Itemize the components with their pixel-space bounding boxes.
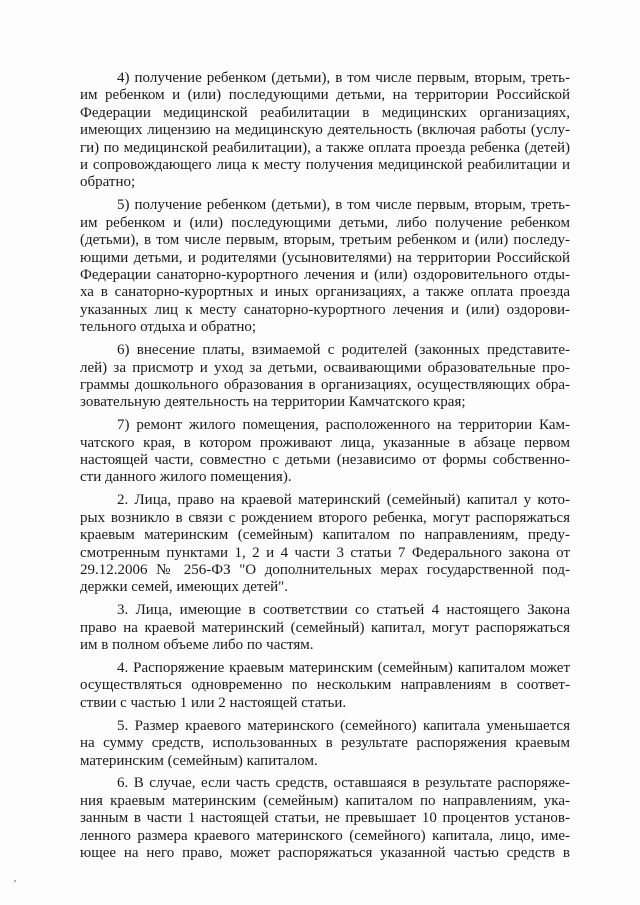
text-line: смотренным пунктами 1, 2 и 4 части 3 статьи 7 Федерального закона от: [80, 544, 570, 561]
text-line: осуществляться одновременно по нескольким направлениям в соответ-: [80, 677, 570, 694]
text-line: 6) внесение платы, взимаемой с родителей (законных представите-: [117, 342, 570, 359]
text-line: им в полном объеме либо по частям.: [80, 637, 314, 654]
text-line: на сумму средств, использованных в результате распоряжения краевым: [80, 735, 570, 752]
text-line: 6. В случае, если часть средств, оставшаяся в результате распоряже-: [117, 775, 570, 792]
text-line: указанных лиц к месту санаторно-курортного лечения и (или) оздорови-: [80, 301, 570, 318]
text-line: обратно;: [80, 174, 136, 191]
text-line: занным в части 1 настоящей статьи, не превышает 10 процентов установ-: [80, 810, 570, 827]
text-line: (детьми), в том числе первым, вторым, третьим ребенком и (или) последу-: [80, 232, 570, 249]
paragraph-p4: [80, 70, 570, 192]
text-line: лей) за присмотр и уход за детьми, осваивающими образовательные про-: [80, 359, 570, 376]
text-line: сти данного жилого помещения).: [80, 469, 292, 486]
text-line: 4. Распоряжение краевым материнским (семейным) капиталом может: [117, 660, 570, 676]
paragraph-part4: [80, 660, 570, 712]
document-body: [80, 70, 570, 868]
paragraph-p6: [80, 342, 570, 412]
paragraph-p5: [80, 197, 570, 336]
text-line: имеющих лицензию на медицинскую деятельность (включая работы (услу-: [80, 122, 570, 139]
text-line: ствии с частью 1 или 2 настоящей статьи.: [80, 694, 347, 711]
paragraph-part6: [80, 775, 570, 862]
text-line: 5. Размер краевого материнского (семейного) капитала уменьшается: [117, 717, 570, 734]
text-line: чатского края, в котором проживают лица, указанные в абзаце первом: [80, 434, 570, 451]
text-line: им ребенком и (или) последующими детьми, на территории Российской: [80, 87, 570, 104]
text-line: 2. Лица, право на краевой материнский (семейный) капитал у кото-: [117, 492, 570, 509]
text-line: рых возникло в связи с рождением второго ребенка, могут распоряжаться: [80, 509, 570, 526]
text-line: держки семей, имеющих детей".: [80, 579, 289, 596]
text-line: тельного отдыха и обратно;: [80, 319, 257, 336]
text-line: им ребенком и (или) последующими детьми, либо получение ребенком: [80, 214, 570, 231]
text-line: граммы дошкольного образования в организациях, осуществляющих обра-: [80, 376, 570, 393]
text-line: 7) ремонт жилого помещения, расположенного на территории Кам-: [117, 417, 570, 434]
text-line: 5) получение ребенком (детьми), в том числе первым, вторым, треть-: [117, 197, 570, 214]
paragraph-part5: [80, 718, 570, 770]
text-line: ющими детьми, и родителями (усыновителями) на территории Российской: [80, 249, 570, 266]
text-line: и сопровождающего лица к месту получения медицинской реабилитации и: [80, 157, 570, 174]
text-line: зовательную деятельность на территории Камчатского края;: [80, 394, 466, 411]
text-line: ющее на него право, может распоряжаться указанной частью средств в: [80, 845, 570, 862]
text-line: ния краевым материнским (семейным) капиталом по направлениям, ука-: [80, 792, 570, 809]
text-line: 29.12.2006 № 256-ФЗ "О дополнительных мерах государственной под-: [80, 561, 570, 578]
text-line: право на краевой материнский (семейный) капитал, могут распоряжаться: [80, 619, 570, 636]
text-line: ленного размера краевого материнского (семейного) капитала, лицо, име-: [80, 827, 570, 844]
paragraph-part2: [80, 492, 570, 596]
text-line: настоящей части, совместно с детьми (независимо от формы собственно-: [80, 452, 570, 469]
text-line: ги) по медицинской реабилитации), а также оплата проезда ребенка (детей): [80, 139, 570, 156]
text-line: 3. Лица, имеющие в соответствии со статьей 4 настоящего Закона: [117, 602, 570, 619]
text-line: 4) получение ребенком (детьми), в том числе первым, вторым, треть-: [117, 70, 570, 86]
paragraph-p7: [80, 417, 570, 487]
text-line: краевым материнским (семейным) капиталом по направлениям, преду-: [80, 527, 570, 544]
text-line: материнским (семейным) капиталом.: [80, 752, 318, 769]
text-line: Федерации медицинской реабилитации в медицинских организациях,: [80, 104, 570, 121]
paragraph-part3: [80, 602, 570, 654]
scan-artifact: [14, 880, 16, 882]
text-line: Федерации санаторно-курортного лечения и (или) оздоровительного отды-: [80, 266, 570, 283]
text-line: ха в санаторно-курортных и иных организациях, а также оплата проезда: [80, 284, 570, 301]
